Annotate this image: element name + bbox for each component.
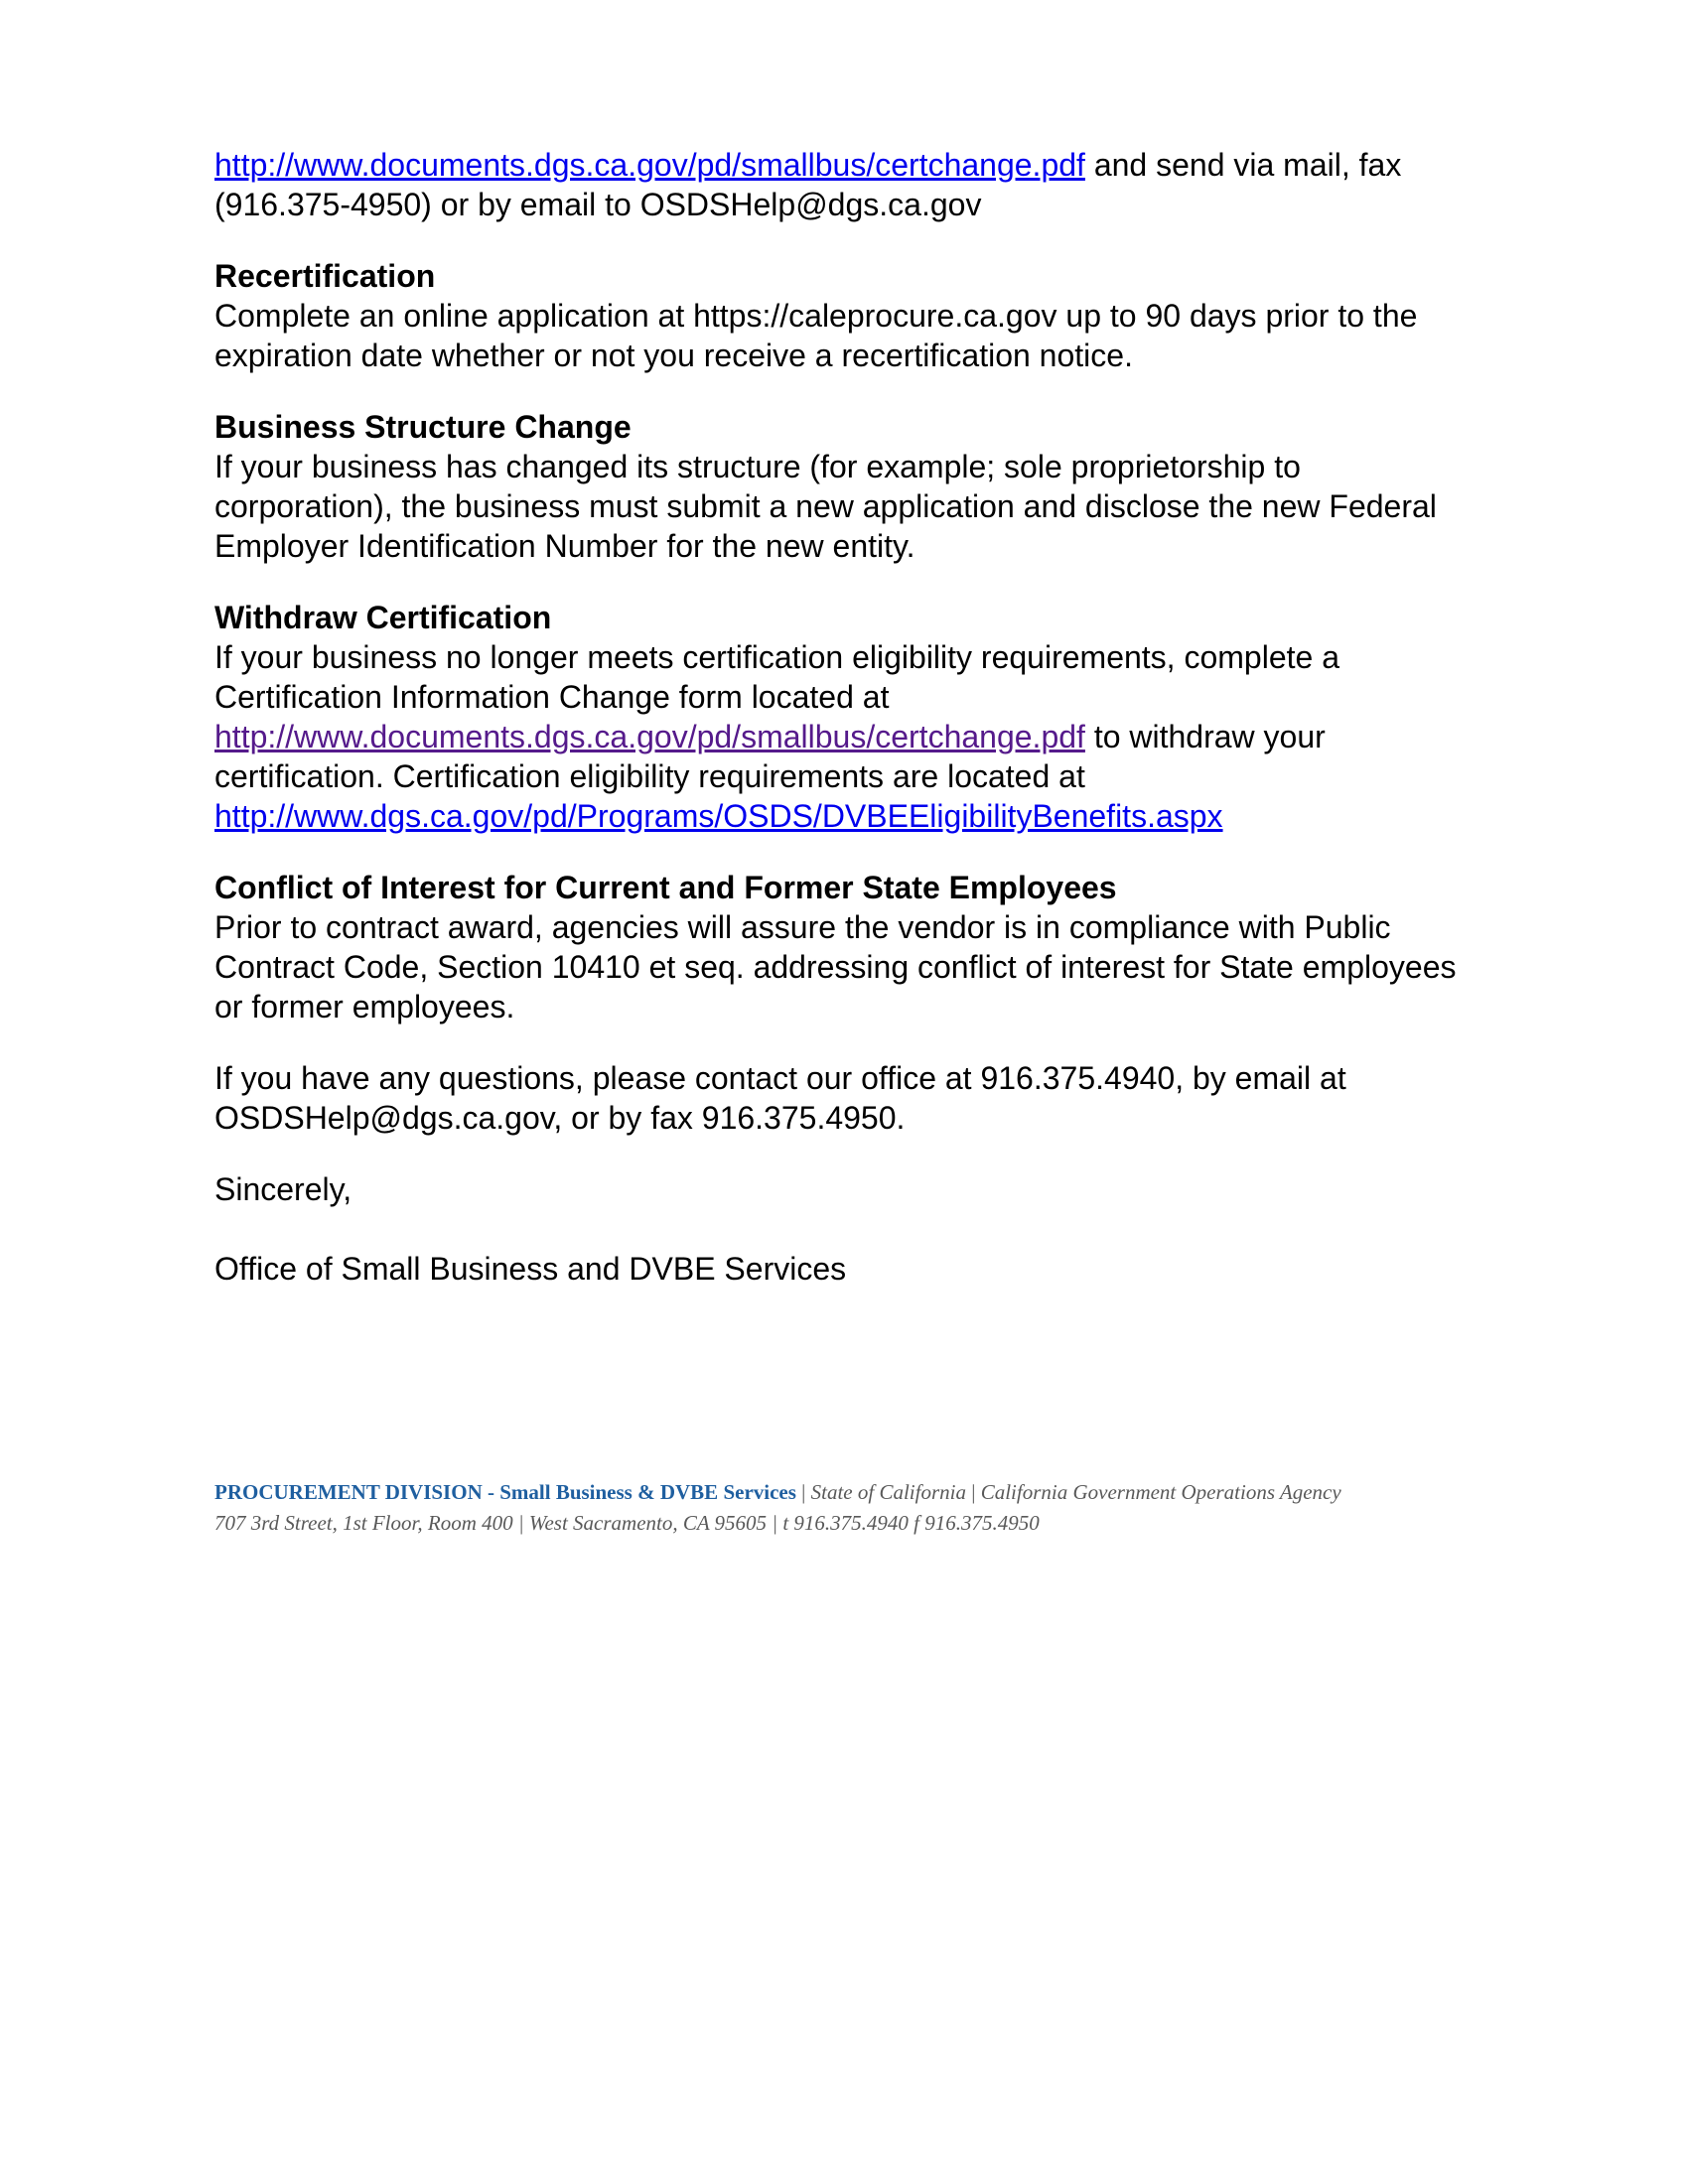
footer-separator: | [772,1511,778,1535]
withdraw-certchange-link[interactable]: http://www.documents.dgs.ca.gov/pd/smallbus/certchange.pdf [214,719,1085,754]
recertification-body: Complete an online application at https://caleprocure.ca.gov up to 90 days prior to the expiration date whether or not you receive a recertification notice. [214,298,1418,373]
recertification-heading: Recertification [214,258,436,294]
certchange-link[interactable]: http://www.documents.dgs.ca.gov/pd/smallbus/certchange.pdf [214,147,1085,183]
signature: Office of Small Business and DVBE Services [214,1251,847,1287]
letterhead-footer [214,1477,1505,1539]
withdraw-section [214,598,1485,836]
intro-text: and send via mail, fax (916.375-4950) or by email to OSDSHelp@dgs.ca.gov [214,147,1402,222]
conflict-section [214,868,1485,1026]
footer-phone: t 916.375.4940 f 916.375.4950 [782,1511,1040,1535]
withdraw-heading: Withdraw Certification [214,600,552,635]
questions-paragraph: If you have any questions, please contact our office at 916.375.4940, by email at OSDSHelp@dgs.ca.gov, or by fax 916.375.4950. [214,1060,1346,1136]
footer-org: PROCUREMENT DIVISION - Small Business & DVBE Services [214,1480,796,1504]
footer-city: West Sacramento, CA 95605 [528,1511,768,1535]
conflict-heading: Conflict of Interest for Current and Former State Employees [214,870,1117,905]
footer-agency: California Government Operations Agency [980,1480,1341,1504]
footer-address: 707 3rd Street, 1st Floor, Room 400 [214,1511,513,1535]
withdraw-body-middle: to withdraw your certification. Certification eligibility requirements are located at [214,719,1326,794]
conflict-body: Prior to contract award, agencies will assure the vendor is in compliance with Public Contract Code, Section 10410 et seq. addressing conflict of interest for State employees or former employees. [214,909,1457,1024]
recertification-section [214,256,1485,375]
letter-body [214,145,1485,1320]
business-structure-heading: Business Structure Change [214,409,632,445]
footer-line-2 [214,1508,1505,1539]
footer-line-1 [214,1477,1505,1508]
eligibility-link[interactable]: http://www.dgs.ca.gov/pd/Programs/OSDS/DVBEEligibilityBenefits.aspx [214,798,1223,834]
footer-state: State of California [810,1480,966,1504]
salutation: Sincerely, [214,1171,352,1207]
footer-separator: | [517,1511,524,1535]
footer-separator: | [971,1480,976,1504]
withdraw-body-start: If your business no longer meets certification eligibility requirements, complete a Certification Information Change form located at [214,639,1339,715]
business-structure-body: If your business has changed its structure (for example; sole proprietorship to corporation), the business must submit a new application and disclose the new Federal Employer Identification Number for the new entity. [214,449,1437,564]
business-structure-section [214,407,1485,566]
footer-separator: | [801,1480,806,1504]
intro-paragraph [214,145,1485,224]
